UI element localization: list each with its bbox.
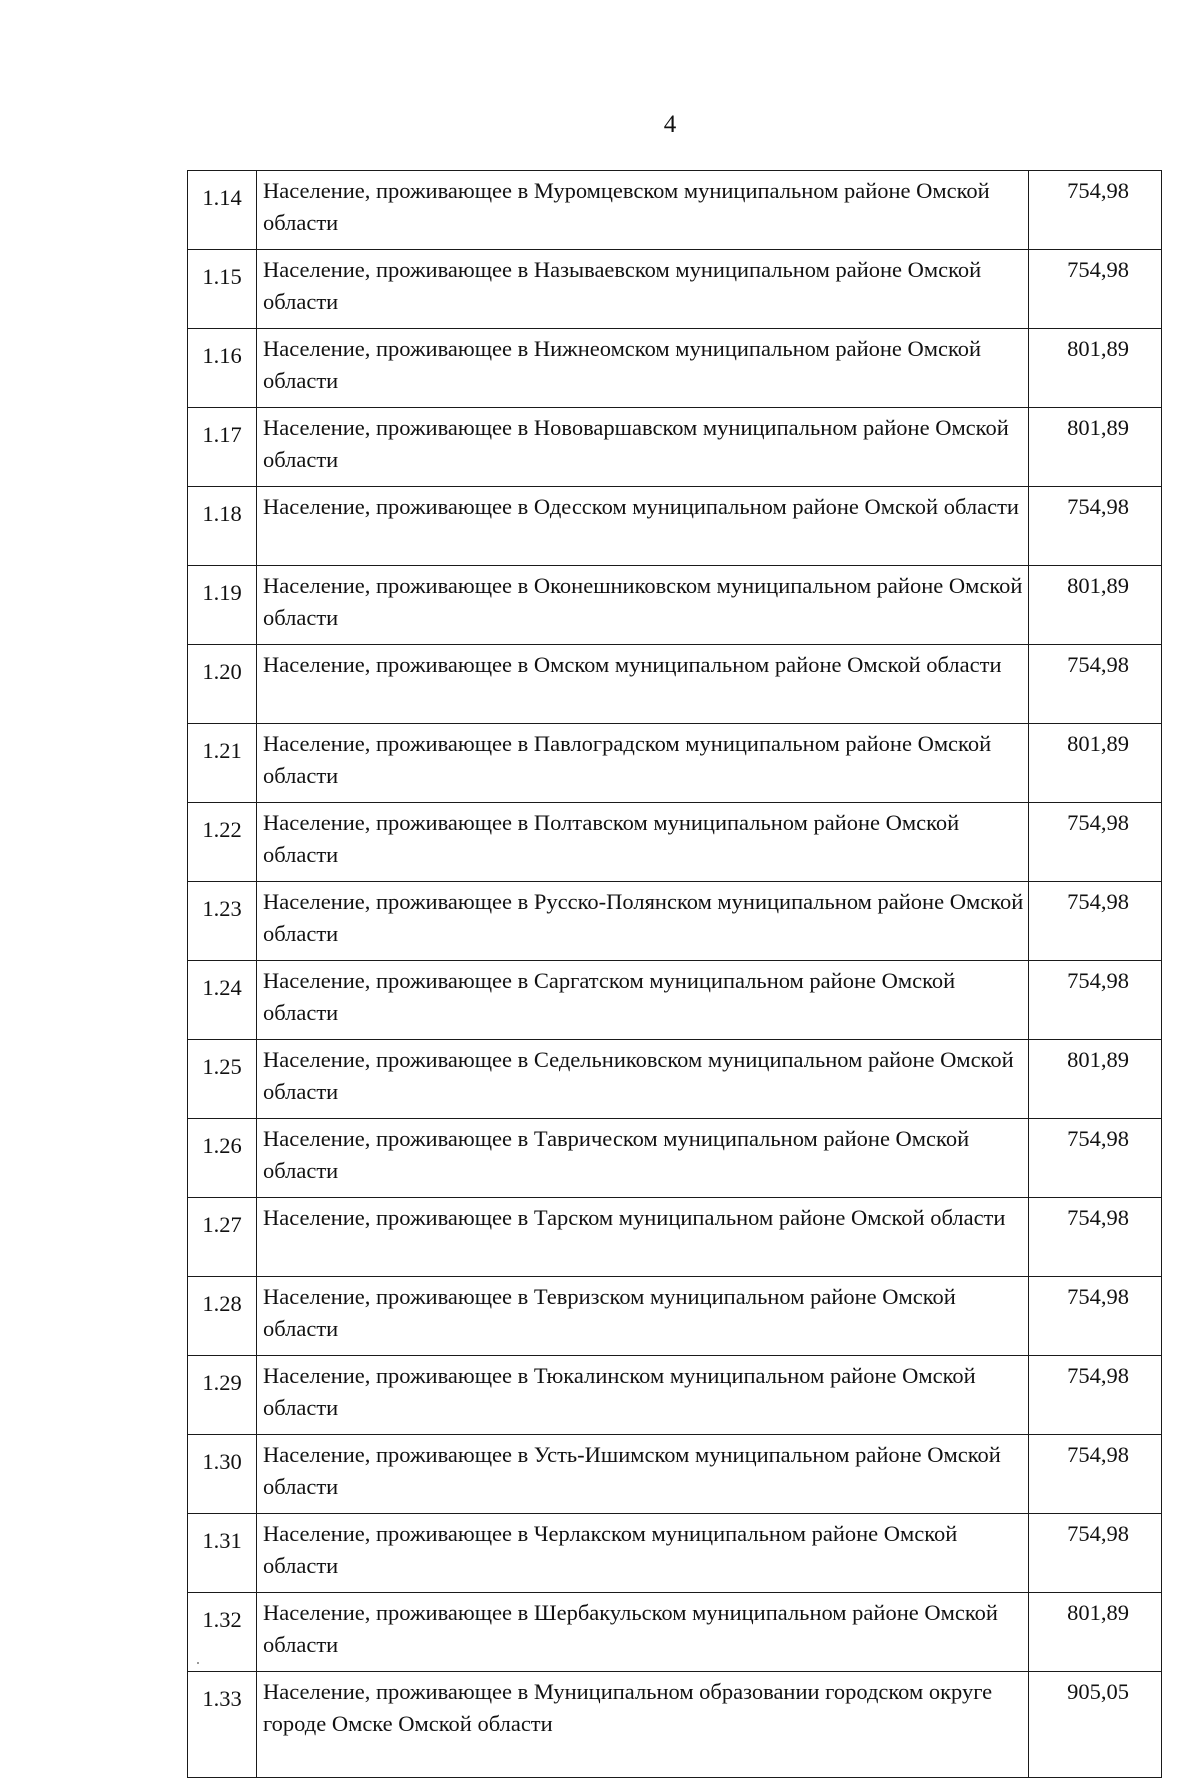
- row-description: Население, проживающее в Муромцевском муниципальном районе Омской области: [257, 171, 1029, 250]
- row-value: 754,98: [1029, 1356, 1162, 1435]
- table-row: [188, 1277, 1162, 1356]
- row-value: 754,98: [1029, 1198, 1162, 1277]
- row-number: 1.31: [188, 1514, 257, 1593]
- table-row: [188, 803, 1162, 882]
- table-row: [188, 1435, 1162, 1514]
- row-number: 1.27: [188, 1198, 257, 1277]
- row-description: Население, проживающее в Тюкалинском муниципальном районе Омской области: [257, 1356, 1029, 1435]
- scan-speck: [197, 1662, 199, 1664]
- row-description: Население, проживающее в Седельниковском муниципальном районе Омской области: [257, 1040, 1029, 1119]
- row-value: 801,89: [1029, 408, 1162, 487]
- row-description: Население, проживающее в Муниципальном образовании городском округе городе Омске Омской области: [257, 1672, 1029, 1778]
- row-value: 801,89: [1029, 1040, 1162, 1119]
- row-number: 1.20: [188, 645, 257, 724]
- page-number: 4: [663, 111, 677, 138]
- row-value: 801,89: [1029, 1593, 1162, 1672]
- row-value: 754,98: [1029, 487, 1162, 566]
- row-number: 1.30: [188, 1435, 257, 1514]
- row-value: 754,98: [1029, 882, 1162, 961]
- row-number: 1.19: [188, 566, 257, 645]
- table-row: [188, 487, 1162, 566]
- row-description: Население, проживающее в Полтавском муниципальном районе Омской области: [257, 803, 1029, 882]
- table-row: [188, 566, 1162, 645]
- row-description: Население, проживающее в Русско-Полянском муниципальном районе Омской области: [257, 882, 1029, 961]
- row-description: Население, проживающее в Павлоградском муниципальном районе Омской области: [257, 724, 1029, 803]
- row-number: 1.22: [188, 803, 257, 882]
- row-value: 754,98: [1029, 803, 1162, 882]
- row-number: 1.25: [188, 1040, 257, 1119]
- row-number: 1.15: [188, 250, 257, 329]
- row-number: 1.33: [188, 1672, 257, 1778]
- table-row: [188, 1593, 1162, 1672]
- table-row: [188, 1356, 1162, 1435]
- row-value: 754,98: [1029, 250, 1162, 329]
- row-value: 754,98: [1029, 1435, 1162, 1514]
- row-description: Население, проживающее в Черлакском муниципальном районе Омской области: [257, 1514, 1029, 1593]
- row-description: Население, проживающее в Таврическом муниципальном районе Омской области: [257, 1119, 1029, 1198]
- row-number: 1.17: [188, 408, 257, 487]
- row-description: Население, проживающее в Одесском муниципальном районе Омской области: [257, 487, 1029, 566]
- row-number: 1.29: [188, 1356, 257, 1435]
- row-value: 754,98: [1029, 961, 1162, 1040]
- table-row: [188, 171, 1162, 250]
- row-description: Население, проживающее в Нижнеомском муниципальном районе Омской области: [257, 329, 1029, 408]
- table-row: [188, 1514, 1162, 1593]
- table-row: [188, 329, 1162, 408]
- table-row: [188, 1040, 1162, 1119]
- row-description: Население, проживающее в Нововаршавском муниципальном районе Омской области: [257, 408, 1029, 487]
- table-row: [188, 1672, 1162, 1778]
- table-row: [188, 724, 1162, 803]
- row-number: 1.16: [188, 329, 257, 408]
- row-number: 1.26: [188, 1119, 257, 1198]
- row-description: Население, проживающее в Усть-Ишимском муниципальном районе Омской области: [257, 1435, 1029, 1514]
- row-number: 1.21: [188, 724, 257, 803]
- row-number: 1.32: [188, 1593, 257, 1672]
- row-description: Население, проживающее в Саргатском муниципальном районе Омской области: [257, 961, 1029, 1040]
- row-description: Население, проживающее в Тарском муниципальном районе Омской области: [257, 1198, 1029, 1277]
- table-row: [188, 882, 1162, 961]
- row-number: 1.18: [188, 487, 257, 566]
- row-value: 754,98: [1029, 645, 1162, 724]
- row-number: 1.23: [188, 882, 257, 961]
- table-row: [188, 1119, 1162, 1198]
- row-description: Население, проживающее в Омском муниципальном районе Омской области: [257, 645, 1029, 724]
- row-description: Население, проживающее в Тевризском муниципальном районе Омской области: [257, 1277, 1029, 1356]
- tariff-table: [187, 170, 1162, 1778]
- row-number: 1.14: [188, 171, 257, 250]
- table-row: [188, 961, 1162, 1040]
- table-row: [188, 408, 1162, 487]
- row-value: 801,89: [1029, 566, 1162, 645]
- table-row: [188, 1198, 1162, 1277]
- row-value: 754,98: [1029, 1514, 1162, 1593]
- row-value: 801,89: [1029, 329, 1162, 408]
- row-value: 801,89: [1029, 724, 1162, 803]
- row-description: Население, проживающее в Шербакульском муниципальном районе Омской области: [257, 1593, 1029, 1672]
- row-number: 1.28: [188, 1277, 257, 1356]
- row-value: 754,98: [1029, 1277, 1162, 1356]
- row-value: 754,98: [1029, 1119, 1162, 1198]
- table-row: [188, 645, 1162, 724]
- table-row: [188, 250, 1162, 329]
- row-value: 905,05: [1029, 1672, 1162, 1778]
- row-number: 1.24: [188, 961, 257, 1040]
- row-value: 754,98: [1029, 171, 1162, 250]
- row-description: Население, проживающее в Оконешниковском муниципальном районе Омской области: [257, 566, 1029, 645]
- row-description: Население, проживающее в Называевском муниципальном районе Омской области: [257, 250, 1029, 329]
